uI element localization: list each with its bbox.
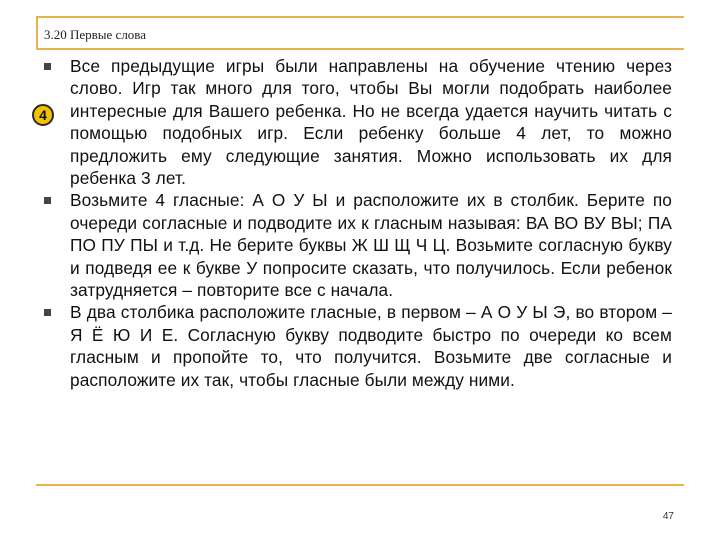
bullet-text-2: Возьмите 4 гласные: А О У Ы и расположите их в столбик. Берите по очереди согласные и подводите их к гласным называя: ВА ВО ВУ ВЫ; ПА ПО ПУ ПЫ и т.д. Не берите буквы Ж Ш Щ Ч Ц. Возьмите согласную букву и подведя ее к букве У попросите сказать, что получилось. Если ребенок затрудняется – повторите все с начала.	[70, 190, 672, 301]
slide-title: 3.20 Первые слова	[44, 27, 147, 42]
bottom-divider	[36, 484, 684, 486]
page-number: 47	[662, 511, 674, 522]
square-bullet-icon	[44, 197, 51, 204]
square-bullet-icon	[44, 309, 51, 316]
number-badge-icon: 4	[32, 104, 54, 126]
slide-content	[44, 55, 672, 391]
bullet-item-2	[44, 189, 672, 301]
title-left-border	[36, 16, 38, 50]
top-divider	[36, 16, 684, 18]
bullet-text-1: Все предыдущие игры были направлены на обучение чтению через слово. Игр так много для того, чтобы Вы могли подобрать наиболее интересные для Вашего ребенка. Но не всегда удается научить читать с помощью подобных игр. Если ребенку больше 4 лет, то можно предложить ему следующие занятия. Можно использовать их для ребенка 3 лет.	[70, 56, 672, 189]
bullet-item-3	[44, 301, 672, 391]
bullet-text-3: В два столбика расположите гласные, в первом – А О У Ы Э, во втором – Я Ё Ю И Е. Согласную букву подводите быстро по очереди ко всем гласным и пропойте то, что получится. Возьмите две согласные и расположите их так, чтобы гласные были между ними.	[70, 302, 672, 390]
bullet-item-1	[44, 55, 672, 189]
title-divider	[36, 48, 684, 50]
square-bullet-icon	[44, 63, 51, 70]
